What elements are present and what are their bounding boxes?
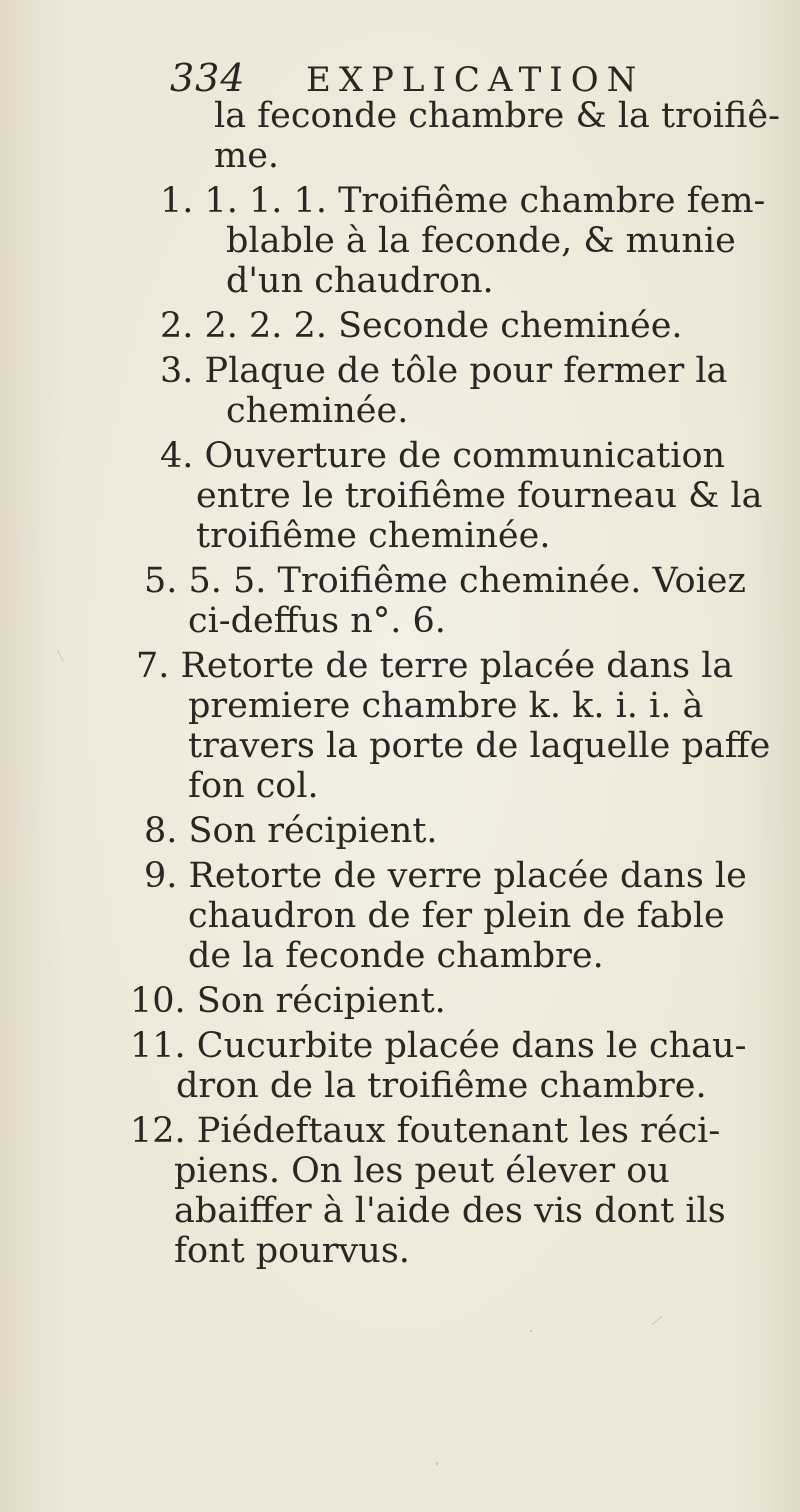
text-line: dron de la troifiême chambre.: [176, 1066, 707, 1106]
running-title: EXPLICATION: [306, 60, 645, 100]
legend-entry: [130, 436, 770, 556]
paper-speck: [57, 651, 64, 662]
text-line: 11. Cucurbite placée dans le chau-: [130, 1026, 747, 1066]
entry-spacer: [130, 1271, 770, 1276]
page-number: 334: [170, 56, 246, 100]
text-line: 7. Retorte de terre placée dans la: [136, 646, 734, 686]
legend-text-block: [130, 96, 780, 1276]
text-line: 1. 1. 1. 1. Troifiême chambre fem-: [160, 181, 766, 221]
paper-speck: [436, 1462, 438, 1465]
text-line: me.: [214, 136, 280, 176]
text-line: de la feconde chambre.: [188, 936, 604, 976]
text-line: blable à la feconde, & munie: [226, 221, 736, 261]
legend-entry: [130, 96, 780, 176]
legend-entry: [130, 1026, 770, 1106]
legend-entry: [130, 646, 770, 806]
text-line: la feconde chambre & la troifiê-: [214, 96, 780, 136]
text-line: premiere chambre k. k. i. i. à: [188, 686, 704, 726]
text-line: 5. 5. 5. Troifiême cheminée. Voiez: [144, 561, 746, 601]
text-line: ci-deffus n°. 6.: [188, 601, 446, 641]
text-line: chaudron de fer plein de fable: [188, 896, 725, 936]
legend-entry: [130, 811, 770, 851]
text-line: font pourvus.: [174, 1231, 410, 1271]
text-line: travers la porte de laquelle paffe: [188, 726, 771, 766]
text-line: piens. On les peut élever ou: [174, 1151, 670, 1191]
paper-speck: [651, 1316, 662, 1326]
text-line: 9. Retorte de verre placée dans le: [144, 856, 747, 896]
legend-entry: [130, 181, 770, 301]
legend-entry: [130, 351, 770, 431]
paper-speck: [530, 1330, 532, 1332]
legend-entry: [130, 561, 770, 641]
text-line: 10. Son récipient.: [130, 981, 446, 1021]
text-line: cheminée.: [226, 391, 409, 431]
text-line: d'un chaudron.: [226, 261, 494, 301]
text-line: fon col.: [188, 766, 319, 806]
text-line: 3. Plaque de tôle pour fermer la: [160, 351, 728, 391]
legend-entry: [130, 306, 770, 346]
text-line: 4. Ouverture de communication: [160, 436, 726, 476]
legend-entry: [130, 1111, 770, 1271]
text-line: 8. Son récipient.: [144, 811, 438, 851]
text-line: 2. 2. 2. 2. Seconde cheminée.: [160, 306, 683, 346]
text-line: 12. Piédeftaux foutenant les réci-: [130, 1111, 721, 1151]
legend-entry: [130, 981, 770, 1021]
text-line: troifiême cheminée.: [196, 516, 551, 556]
legend-entry: [130, 856, 770, 976]
text-line: entre le troifiême fourneau & la: [196, 476, 763, 516]
text-line: abaiffer à l'aide des vis dont ils: [174, 1191, 726, 1231]
